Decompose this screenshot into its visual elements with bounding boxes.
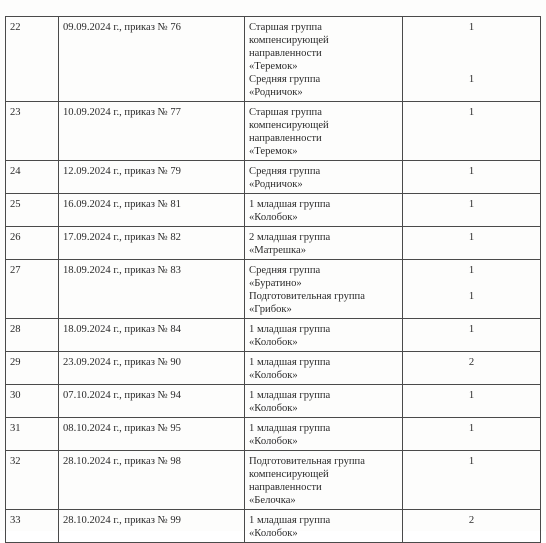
children-count: 1 — [468, 423, 475, 434]
children-count: 1 — [468, 265, 475, 276]
order-date-number: 18.09.2024 г., приказ № 84 — [59, 319, 245, 352]
row-number: 26 — [6, 227, 59, 260]
group-name-line: 1 младшая группа — [249, 199, 331, 210]
table-row — [6, 352, 541, 385]
children-count-cell — [403, 194, 541, 227]
children-count: 1 — [468, 166, 475, 177]
group-name-line: 1 младшая группа — [249, 357, 331, 368]
children-count: 1 — [468, 324, 475, 335]
children-count: 2 — [468, 357, 475, 368]
children-count: 1 — [468, 107, 475, 118]
group-name-cell — [245, 102, 403, 161]
group-name-line: Старшая группа — [249, 22, 322, 33]
children-count-cell — [403, 17, 541, 102]
children-count: 1 — [468, 74, 475, 85]
group-name-cell — [245, 352, 403, 385]
children-count: 1 — [468, 22, 475, 33]
group-name-line: Средняя группа — [249, 74, 321, 85]
table-row — [6, 194, 541, 227]
group-name-line: 1 младшая группа — [249, 390, 331, 401]
group-name-line: компенсирующей — [249, 35, 329, 46]
order-date-number: 07.10.2024 г., приказ № 94 — [59, 385, 245, 418]
row-number: 30 — [6, 385, 59, 418]
children-count: 1 — [468, 390, 475, 401]
group-name-line: «Колобок» — [249, 528, 298, 539]
group-name-line: 1 младшая группа — [249, 423, 331, 434]
group-name-cell — [245, 418, 403, 451]
order-date-number: 18.09.2024 г., приказ № 83 — [59, 260, 245, 319]
group-name-cell — [245, 510, 403, 543]
row-number: 22 — [6, 17, 59, 102]
table-row — [6, 102, 541, 161]
group-name-cell — [245, 161, 403, 194]
children-count-cell — [403, 451, 541, 510]
children-count: 1 — [468, 232, 475, 243]
table-row — [6, 227, 541, 260]
order-date-number: 28.10.2024 г., приказ № 99 — [59, 510, 245, 543]
row-number: 33 — [6, 510, 59, 543]
enrollment-table-body — [6, 17, 541, 543]
group-name-line: Старшая группа — [249, 107, 322, 118]
children-count-cell — [403, 352, 541, 385]
table-row — [6, 385, 541, 418]
group-name-line: «Грибок» — [249, 304, 292, 315]
group-name-line: «Колобок» — [249, 403, 298, 414]
order-date-number: 16.09.2024 г., приказ № 81 — [59, 194, 245, 227]
group-name-line: 1 младшая группа — [249, 324, 331, 335]
group-name-cell — [245, 17, 403, 102]
order-date-number: 09.09.2024 г., приказ № 76 — [59, 17, 245, 102]
children-count-cell — [403, 319, 541, 352]
table-row — [6, 510, 541, 543]
table-row — [6, 17, 541, 102]
group-name-line: «Буратино» — [249, 278, 302, 289]
children-count-cell — [403, 418, 541, 451]
row-number: 31 — [6, 418, 59, 451]
group-name-line: Средняя группа — [249, 265, 321, 276]
row-number: 25 — [6, 194, 59, 227]
order-date-number: 12.09.2024 г., приказ № 79 — [59, 161, 245, 194]
table-row — [6, 451, 541, 510]
children-count: 1 — [468, 456, 475, 467]
group-name-line: «Колобок» — [249, 212, 298, 223]
table-row — [6, 260, 541, 319]
children-count-cell — [403, 385, 541, 418]
children-count: 1 — [468, 199, 475, 210]
children-count-cell — [403, 260, 541, 319]
group-name-line: компенсирующей — [249, 469, 329, 480]
enrollment-table — [5, 16, 541, 543]
group-name-line: направленности — [249, 133, 322, 144]
children-count-cell — [403, 510, 541, 543]
row-number: 27 — [6, 260, 59, 319]
group-name-line: компенсирующей — [249, 120, 329, 131]
order-date-number: 17.09.2024 г., приказ № 82 — [59, 227, 245, 260]
children-count-cell — [403, 227, 541, 260]
order-date-number: 23.09.2024 г., приказ № 90 — [59, 352, 245, 385]
group-name-line: 1 младшая группа — [249, 515, 331, 526]
group-name-cell — [245, 227, 403, 260]
group-name-cell — [245, 194, 403, 227]
row-number: 29 — [6, 352, 59, 385]
group-name-cell — [245, 385, 403, 418]
group-name-cell — [245, 260, 403, 319]
group-name-line: 2 младшая группа — [249, 232, 331, 243]
children-count: 1 — [468, 291, 475, 302]
group-name-line: «Колобок» — [249, 337, 298, 348]
group-name-line: «Матрешка» — [249, 245, 307, 256]
row-number: 23 — [6, 102, 59, 161]
group-name-line: направленности — [249, 48, 322, 59]
table-row — [6, 319, 541, 352]
group-name-line: «Родничок» — [249, 179, 303, 190]
children-count: 2 — [468, 515, 475, 526]
order-date-number: 28.10.2024 г., приказ № 98 — [59, 451, 245, 510]
order-date-number: 08.10.2024 г., приказ № 95 — [59, 418, 245, 451]
order-date-number: 10.09.2024 г., приказ № 77 — [59, 102, 245, 161]
children-count-cell — [403, 161, 541, 194]
group-name-line: «Колобок» — [249, 436, 298, 447]
group-name-line: «Родничок» — [249, 87, 303, 98]
group-name-line: Подготовительная группа — [249, 456, 365, 467]
table-row — [6, 418, 541, 451]
row-number: 32 — [6, 451, 59, 510]
table-row — [6, 161, 541, 194]
group-name-line: «Теремок» — [249, 61, 298, 72]
group-name-line: «Колобок» — [249, 370, 298, 381]
group-name-line: Подготовительная группа — [249, 291, 365, 302]
group-name-line: «Теремок» — [249, 146, 298, 157]
group-name-cell — [245, 319, 403, 352]
row-number: 28 — [6, 319, 59, 352]
group-name-line: «Белочка» — [249, 495, 296, 506]
group-name-line: Средняя группа — [249, 166, 321, 177]
children-count-cell — [403, 102, 541, 161]
row-number: 24 — [6, 161, 59, 194]
group-name-cell — [245, 451, 403, 510]
group-name-line: направленности — [249, 482, 322, 493]
